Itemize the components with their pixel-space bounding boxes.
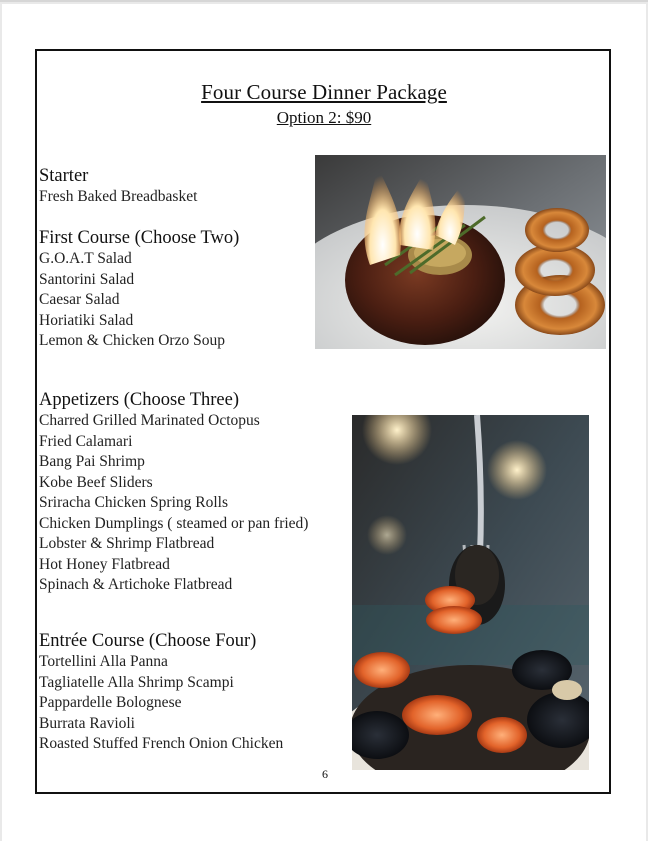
- menu-item: Sriracha Chicken Spring Rolls: [39, 494, 228, 511]
- viewer-top-edge: [0, 0, 648, 2]
- menu-item: Chicken Dumplings ( steamed or pan fried): [39, 514, 309, 532]
- section-appetizers: [39, 389, 308, 596]
- steak-photo: [315, 155, 606, 349]
- section-first-course: [39, 227, 239, 352]
- menu-item: G.O.A.T Salad: [39, 250, 132, 267]
- menu-item: Caesar Salad: [39, 291, 120, 308]
- section-starter: [39, 165, 197, 208]
- menu-item: Fresh Baked Breadbasket: [39, 188, 198, 205]
- page-number: 6: [322, 767, 328, 781]
- menu-item: Burrata Ravioli: [39, 714, 135, 732]
- menu-item: Santorini Salad: [39, 270, 135, 288]
- menu-item: Lemon & Chicken Orzo Soup: [39, 332, 225, 349]
- menu-item: Tortellini Alla Panna: [39, 653, 168, 670]
- menu-item: Bang Pai Shrimp: [39, 453, 145, 470]
- pasta-photo: [352, 415, 589, 770]
- section-entree-course: [39, 630, 283, 755]
- menu-item: Pappardelle Bolognese: [39, 694, 182, 711]
- menu-item: Spinach & Artichoke Flatbread: [39, 576, 233, 593]
- menu-item: Hot Honey Flatbread: [39, 555, 170, 573]
- menu-item: Charred Grilled Marinated Octopus: [39, 412, 260, 429]
- package-option-price: Option 2: $90: [276, 108, 372, 127]
- section-heading: Entrée Course (Choose Four): [39, 631, 257, 651]
- section-heading: Starter: [39, 166, 89, 186]
- menu-item: Lobster & Shrimp Flatbread: [39, 535, 215, 552]
- menu-item: Tagliatelle Alla Shrimp Scampi: [39, 673, 234, 691]
- menu-item: Fried Calamari: [39, 432, 133, 450]
- menu-item: Horiatiki Salad: [39, 311, 134, 329]
- menu-item: Roasted Stuffed French Onion Chicken: [39, 735, 284, 752]
- package-title: Four Course Dinner Package: [201, 80, 447, 104]
- menu-item: Kobe Beef Sliders: [39, 473, 153, 491]
- section-heading: First Course (Choose Two): [39, 228, 240, 248]
- section-heading: Appetizers (Choose Three): [39, 390, 240, 410]
